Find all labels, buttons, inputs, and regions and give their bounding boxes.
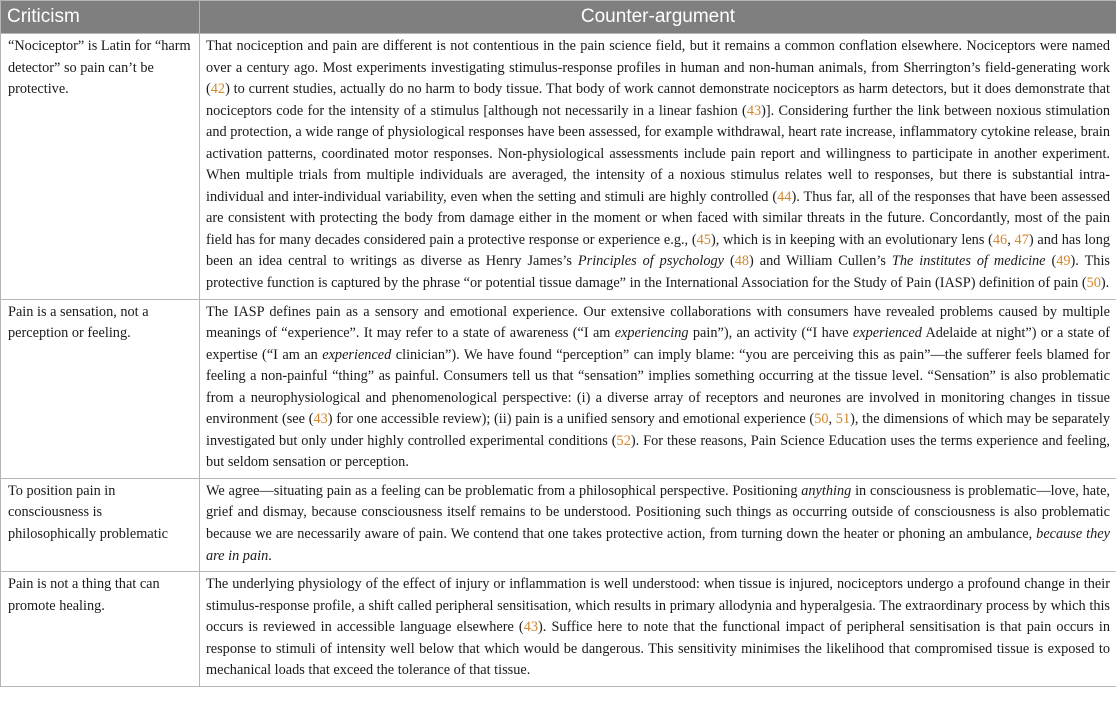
body-text: ). This protective function is captured by the phrase “or potential tissue damage” in the International Association for the Study of Pain (IASP) definition of pain ( (206, 253, 1110, 292)
reference-link[interactable]: 45 (696, 231, 711, 248)
body-text: ). Suffice here to note that the functional impact of peripheral sensitisation is that pain occurs in response to stimuli of intensity well below that which would be dangerous. This sensitivity minimises the likelihood that compromised tissue is exposed to mechanical loads that exceed the tolerance of that tissue. (206, 619, 1110, 679)
reference-link[interactable]: 46 (992, 231, 1008, 248)
reference-link[interactable]: 44 (777, 188, 792, 205)
reference-link[interactable]: 49 (1056, 253, 1071, 270)
counter-argument-cell (200, 478, 1116, 571)
counter-argument-cell (200, 34, 1116, 300)
body-text: ( (1045, 253, 1057, 270)
italic-text: The institutes of medicine (891, 253, 1046, 270)
body-text: ( (724, 253, 735, 270)
body-text: We agree—situating pain as a feeling can be problematic from a philosophical perspective. Positioning (206, 482, 802, 499)
body-text: , (1007, 231, 1015, 248)
counter-argument-cell (200, 572, 1116, 687)
body-text: ), the dimensions of which may be separately investigated but only under highly controlled experimental conditions ( (206, 411, 1110, 449)
body-text: in consciousness is problematic—love, hate, grief and dismay, because consciousness itself remains to be understood. Positioning such things as occurring outside of consciousness is also problematic because we are necessarily aware of pain. We contend that one takes protective action, from turning down the heater or phoning an ambulance, (206, 482, 1111, 543)
body-text: Adelaide at night”) or a state of expertise (“I am an (206, 325, 1111, 363)
reference-link[interactable]: 51 (835, 411, 851, 428)
body-text: The IASP defines pain as a sensory and emotional experience. Our extensive collaborations with consumers have revealed problems caused by multiple meanings of “experience”. It may refer to a state of awareness (“I am (206, 303, 1110, 342)
header-counter-argument: Counter-argument (200, 1, 1116, 34)
body-text: ) to current studies, actually do no harm to body tissue. That body of work cannot demonstrate nociceptors as harm detectors, but it does demonstrate that nociceptors code for the intensity of a stimulus [although not necessarily in a linear fashion ( (206, 81, 1110, 119)
reference-link[interactable]: 52 (616, 432, 631, 449)
italic-text: Principles of psychology (577, 253, 724, 270)
italic-text: experienced (852, 325, 922, 342)
counter-argument-cell (200, 299, 1116, 478)
table-row (1, 478, 1116, 571)
body-text: That nociception and pain are different is not contentious in the pain science field, but it remains a common conflation elsewhere. Nociceptors were named over a century ago. Most experiments investigating stimulus-response profiles in human and non-human animals, from Sherrington’s field-generating work ( (206, 38, 1110, 98)
body-text: ) and William Cullen’s (749, 253, 892, 270)
reference-link[interactable]: 43 (746, 102, 762, 119)
body-text: )]. Considering further the link between noxious stimulation and protection, a wide range of physiological responses have been assessed, for example withdrawal, heart rate increase, inflammatory cytokine release, brain activation patterns, coordinated motor responses. Non-physiological assessments include pain report and willingness to participate in another experiment. When multiple trials from multiple individuals are averaged, the intensity of a noxious stimulus relates well to responses, but there is substantial intra-individual and inter-individual variability, even when the setting and stimuli are highly controlled ( (206, 102, 1110, 205)
body-text: ). (1100, 275, 1110, 292)
body-text: pain”), an activity (“I have (688, 325, 853, 342)
body-text: ) and has long been an idea central to writings as diverse as Henry James’s (206, 231, 1110, 270)
reference-link[interactable]: 50 (1086, 275, 1101, 292)
reference-link[interactable]: 50 (814, 411, 829, 428)
reference-link[interactable]: 48 (734, 253, 750, 270)
reference-link[interactable]: 42 (210, 81, 226, 98)
body-text: . (268, 547, 272, 564)
italic-text: anything (801, 482, 852, 499)
criticism-cell: To position pain in consciousness is philosophically problematic (1, 478, 200, 571)
criticism-cell: “Nociceptor” is Latin for “harm detector” so pain can’t be protective. (1, 34, 200, 300)
table-row (1, 572, 1116, 687)
italic-text: experienced (322, 346, 392, 363)
reference-link[interactable]: 43 (313, 411, 328, 428)
header-criticism: Criticism (1, 1, 200, 34)
criticism-cell: Pain is a sensation, not a perception or feeling. (1, 299, 200, 478)
body-text: The underlying physiology of the effect of injury or inflammation is well understood: when tissue is injured, nociceptors undergo a profound change in their stimulus-response profile, a shift called peripheral sensitisation, which results in primary allodynia and hyperalgesia. The extraordinary process by which this occurs is reviewed in accessible language elsewhere ( (206, 576, 1110, 636)
criticism-cell: Pain is not a thing that can promote healing. (1, 572, 200, 687)
body-text: ), which is in keeping with an evolutionary lens ( (710, 231, 993, 248)
reference-link[interactable]: 47 (1014, 231, 1029, 248)
body-text: clinician”). We have found “perception” can imply blame: “you are perceiving this as pain”—the sufferer feels blamed for feeling a non-painful “thing” as painful. Consumers tell us that “sensation” implies something occurring at the tissue level. “Sensation” is also problematic from a neurophysiological and phenomenological perspective: (i) a diverse array of receptors and neurones are involved in monitoring changes in tissue environment (see ( (206, 346, 1110, 428)
italic-text: experiencing (614, 325, 689, 342)
body-text: ). For these reasons, Pain Science Education uses the terms experience and feeling, but seldom sensation or perception. (206, 432, 1111, 471)
table-row (1, 34, 1116, 300)
reference-link[interactable]: 43 (523, 619, 538, 636)
body-text: , (828, 411, 836, 428)
body-text: ). Thus far, all of the responses that have been assessed are consistent with protecting the body from damage either in the moment or when faced with similar threats in the future. Concordantly, most of the pain field has for many decades considered pain a protective response or experience e.g., ( (206, 188, 1110, 248)
body-text: ) for one accessible review); (ii) pain is a unified sensory and emotional experience ( (327, 411, 815, 428)
header-row (1, 1, 1116, 34)
table-row (1, 299, 1116, 478)
italic-text: because they are in pain (206, 526, 1110, 564)
